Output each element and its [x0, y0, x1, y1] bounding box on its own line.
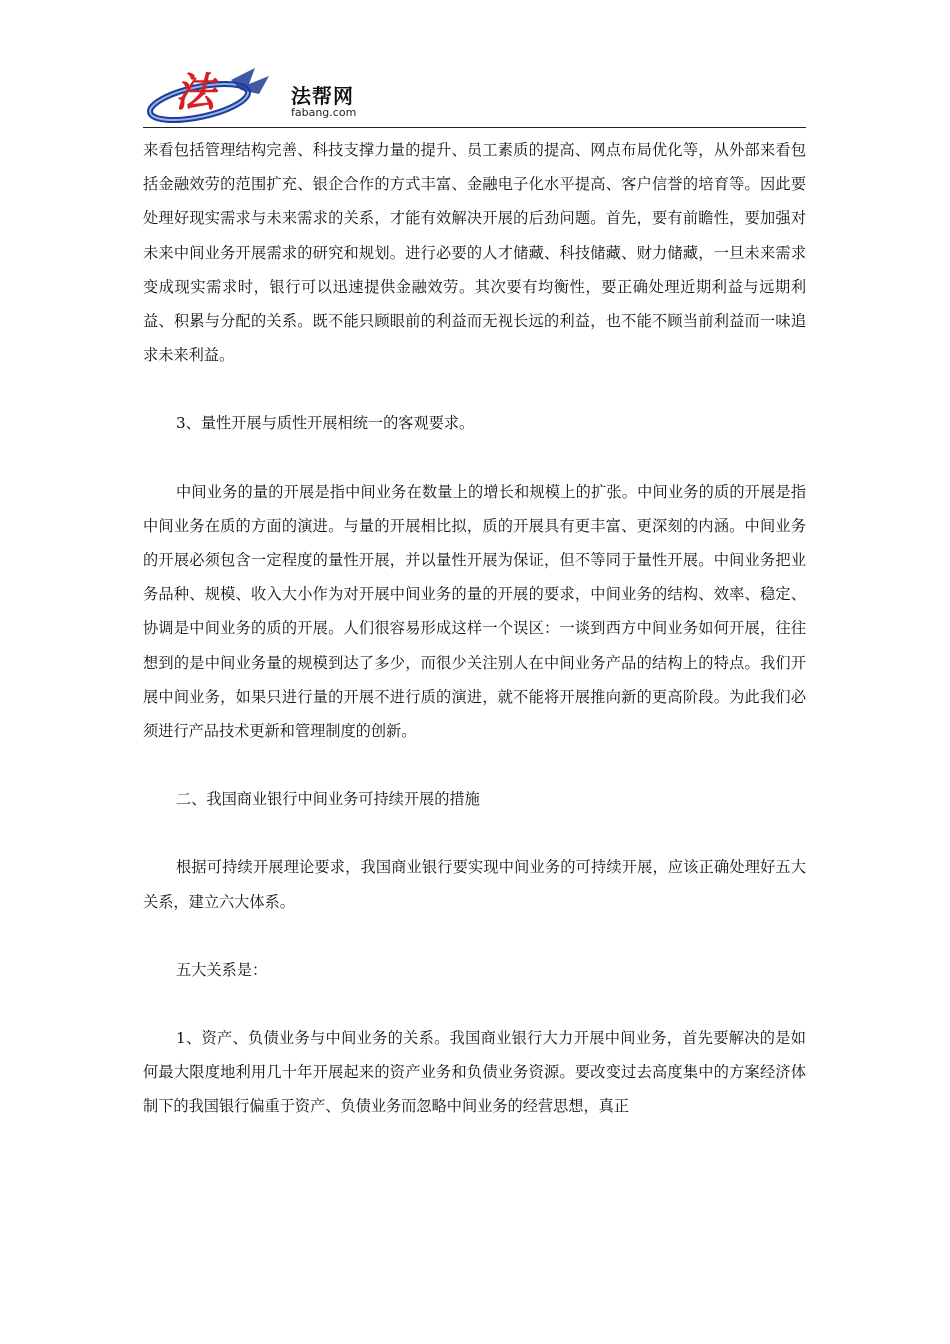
- paragraph-1: 来看包括管理结构完善、科技支撑力量的提升、员工素质的提高、网点布局优化等，从外部来看包括金融效劳的范围扩充、银企合作的方式丰富、金融电子化水平提高、客户信誉的培育等。因此要处理好现实需求与未来需求的关系，才能有效解决开展的后劲问题。首先，要有前瞻性，要加强对未来中间业务开展需求的研究和规划。进行必要的人才储藏、科技储藏、财力储藏，一旦未来需求变成现实需求时，银行可以迅速提供金融效劳。其次要有均衡性，要正确处理近期利益与远期利益、积累与分配的关系。既不能只顾眼前的利益而无视长远的利益，也不能不顾当前利益而一味追求未来利益。: [143, 141, 806, 365]
- logo-glyph: 法: [175, 69, 215, 116]
- section-heading-2: 二、我国商业银行中间业务可持续开展的措施: [176, 790, 480, 809]
- site-name: 法帮网: [291, 84, 354, 108]
- section-heading-3: 3、量性开展与质性开展相统一的客观要求。: [176, 414, 475, 433]
- paragraph-4: 1、资产、负债业务与中间业务的关系。我国商业银行大力开展中间业务，首先要解决的是如何最大限度地利用几十年开展起来的资产业务和负债业务资源。要改变过去高度集中的方案经济体制下的我国银行偏重于资产、负债业务而忽略中间业务的经营思想，真正: [143, 1029, 806, 1116]
- fabang-logo-icon: [143, 62, 283, 124]
- paragraph-3: 根据可持续开展理论要求，我国商业银行要实现中间业务的可持续开展，应该正确处理好五大关系，建立六大体系。: [143, 858, 806, 911]
- document-body: [143, 133, 806, 1124]
- site-domain: fabang.com: [291, 106, 357, 119]
- paragraph-2: 中间业务的量的开展是指中间业务在数量上的增长和规模上的扩张。中间业务的质的开展是指中间业务在质的方面的演进。与量的开展相比拟，质的开展具有更丰富、更深刻的内涵。中间业务的开展必须包含一定程度的量性开展，并以量性开展为保证，但不等同于量性开展。中间业务把业务品种、规模、收入大小作为对开展中间业务的量的开展的要求，中间业务的结构、效率、稳定、协调是中间业务的质的开展。人们很容易形成这样一个误区：一谈到西方中间业务如何开展，往往想到的是中间业务量的规模到达了多少，而很少关注别人在中间业务产品的结构上的特点。我们开展中间业务，如果只进行量的开展不进行质的演进，就不能将开展推向新的更高阶段。为此我们必须进行产品技术更新和管理制度的创新。: [143, 482, 806, 741]
- header-divider: [143, 127, 806, 128]
- page-header: [143, 62, 806, 124]
- five-relations-heading: 五大关系是：: [176, 960, 268, 979]
